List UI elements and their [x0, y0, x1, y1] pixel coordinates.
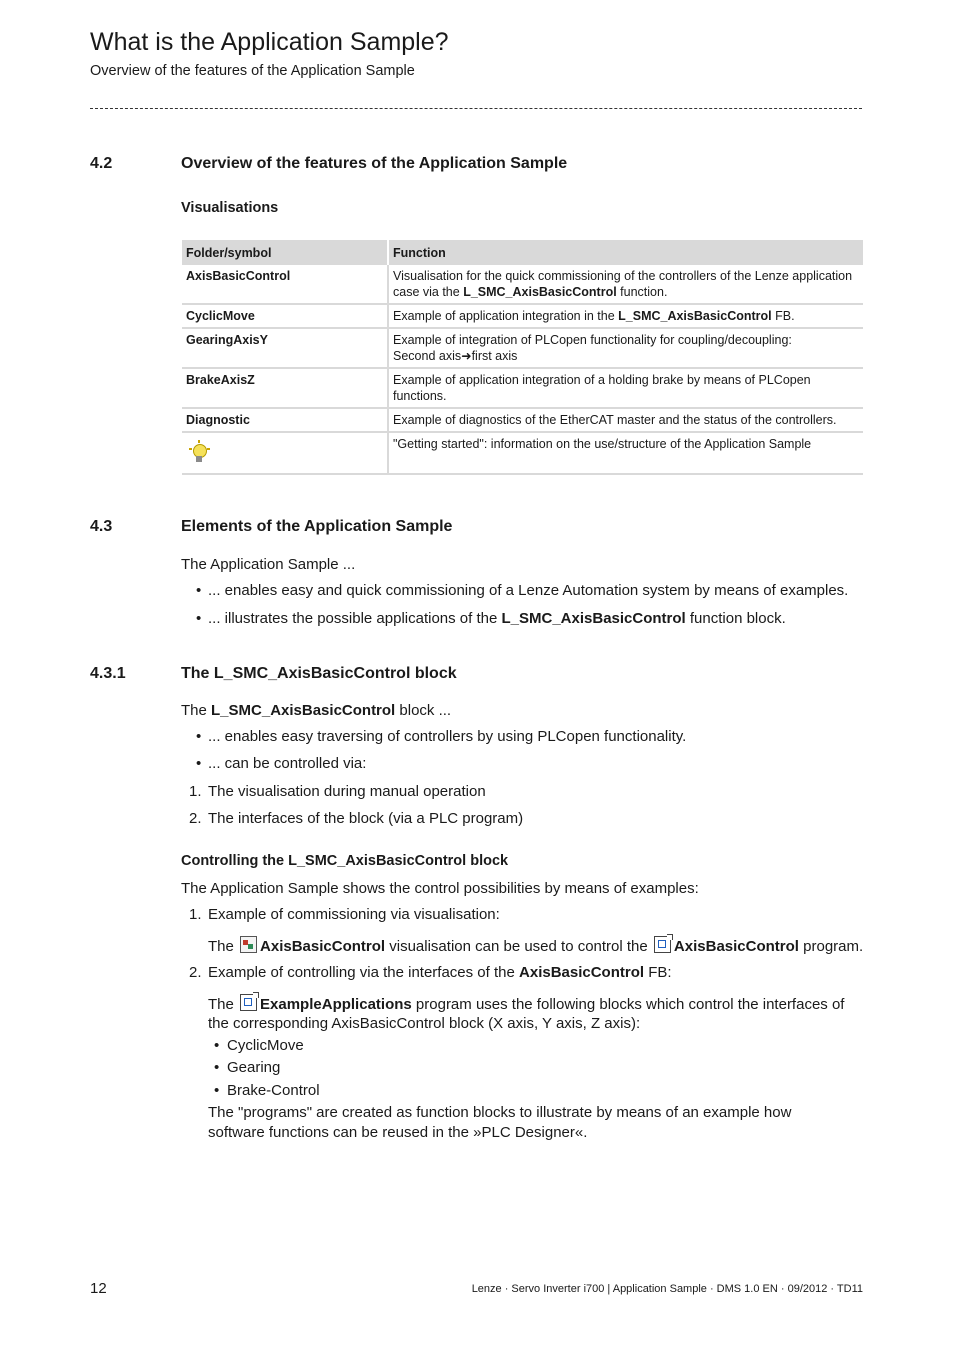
table-row	[182, 328, 863, 368]
subheading-controlling: Controlling the L_SMC_AxisBasicControl block	[181, 853, 509, 869]
table-header-row	[182, 240, 863, 265]
section-number: 4.2	[90, 155, 113, 172]
function-cell: Visualisation for the quick commissioning of the controllers of the Lenze application case via the L_SMC_AxisBasicControl function.	[388, 265, 863, 304]
list-item: • Brake-Control	[214, 1082, 320, 1099]
lightbulb-icon	[188, 440, 212, 466]
section-title: The L_SMC_AxisBasicControl block	[181, 665, 457, 682]
section-title: Overview of the features of the Application Sample	[181, 155, 568, 172]
function-cell: Example of diagnostics of the EtherCAT master and the status of the controllers.	[388, 408, 863, 432]
paragraph: The L_SMC_AxisBasicControl block ...	[181, 702, 452, 719]
paragraph: The Application Sample ...	[181, 556, 356, 573]
visualisations-table	[182, 240, 863, 475]
page-header-title: What is the Application Sample?	[90, 28, 449, 56]
numbered-item: 1. The visualisation during manual operation	[189, 783, 486, 800]
table-row	[182, 265, 863, 304]
paragraph: the corresponding AxisBasicControl block (X axis, Y axis, Z axis):	[208, 1015, 641, 1032]
page-number: 12	[90, 1280, 107, 1297]
subheading-visualisations: Visualisations	[181, 200, 279, 216]
paragraph: The "programs" are created as function blocks to illustrate by means of an example how	[208, 1104, 792, 1121]
function-cell: Example of application integration of a holding brake by means of PLCopen functions.	[388, 368, 863, 408]
section-title: Elements of the Application Sample	[181, 518, 453, 535]
column-header-function: Function	[388, 240, 863, 265]
folder-cell: Diagnostic	[182, 408, 388, 432]
function-cell: Example of application integration in the L_SMC_AxisBasicControl FB.	[388, 304, 863, 328]
table-row	[182, 368, 863, 408]
paragraph: software functions can be reused in the »PLC Designer«.	[208, 1124, 588, 1141]
section-number: 4.3	[90, 518, 113, 535]
folder-cell: BrakeAxisZ	[182, 368, 388, 408]
table-row	[182, 408, 863, 432]
program-icon	[240, 994, 257, 1011]
table-row	[182, 432, 863, 474]
function-cell: Example of integration of PLCopen functionality for coupling/decoupling: Second axis➜first axis	[388, 328, 863, 368]
function-cell: "Getting started": information on the use/structure of the Application Sample	[388, 432, 863, 474]
folder-cell: GearingAxisY	[182, 328, 388, 368]
list-item: • Gearing	[214, 1059, 281, 1076]
paragraph: The AxisBasicControl visualisation can be used to control the AxisBasicControl program.	[208, 938, 864, 955]
footer-text: Lenze · Servo Inverter i700 | Application Sample · DMS 1.0 EN · 09/2012 · TD11	[471, 1283, 863, 1295]
numbered-item: 2. Example of controlling via the interfaces of the AxisBasicControl FB:	[189, 964, 672, 981]
numbered-item: 1. Example of commissioning via visualisation:	[189, 906, 500, 923]
page-header-subtitle: Overview of the features of the Application Sample	[90, 63, 415, 79]
section-number: 4.3.1	[90, 665, 126, 682]
paragraph: The ExampleApplications program uses the following blocks which control the interfaces of	[208, 996, 845, 1013]
program-icon	[654, 936, 671, 953]
folder-cell: CyclicMove	[182, 304, 388, 328]
folder-cell	[182, 432, 388, 474]
column-header-folder: Folder/symbol	[182, 240, 388, 265]
header-divider	[90, 108, 862, 109]
folder-cell: AxisBasicControl	[182, 265, 388, 304]
list-item: • CyclicMove	[214, 1037, 304, 1054]
numbered-item: 2. The interfaces of the block (via a PLC program)	[189, 810, 524, 827]
table-row	[182, 304, 863, 328]
visualisation-icon	[240, 936, 257, 953]
paragraph: The Application Sample shows the control possibilities by means of examples:	[181, 880, 699, 897]
